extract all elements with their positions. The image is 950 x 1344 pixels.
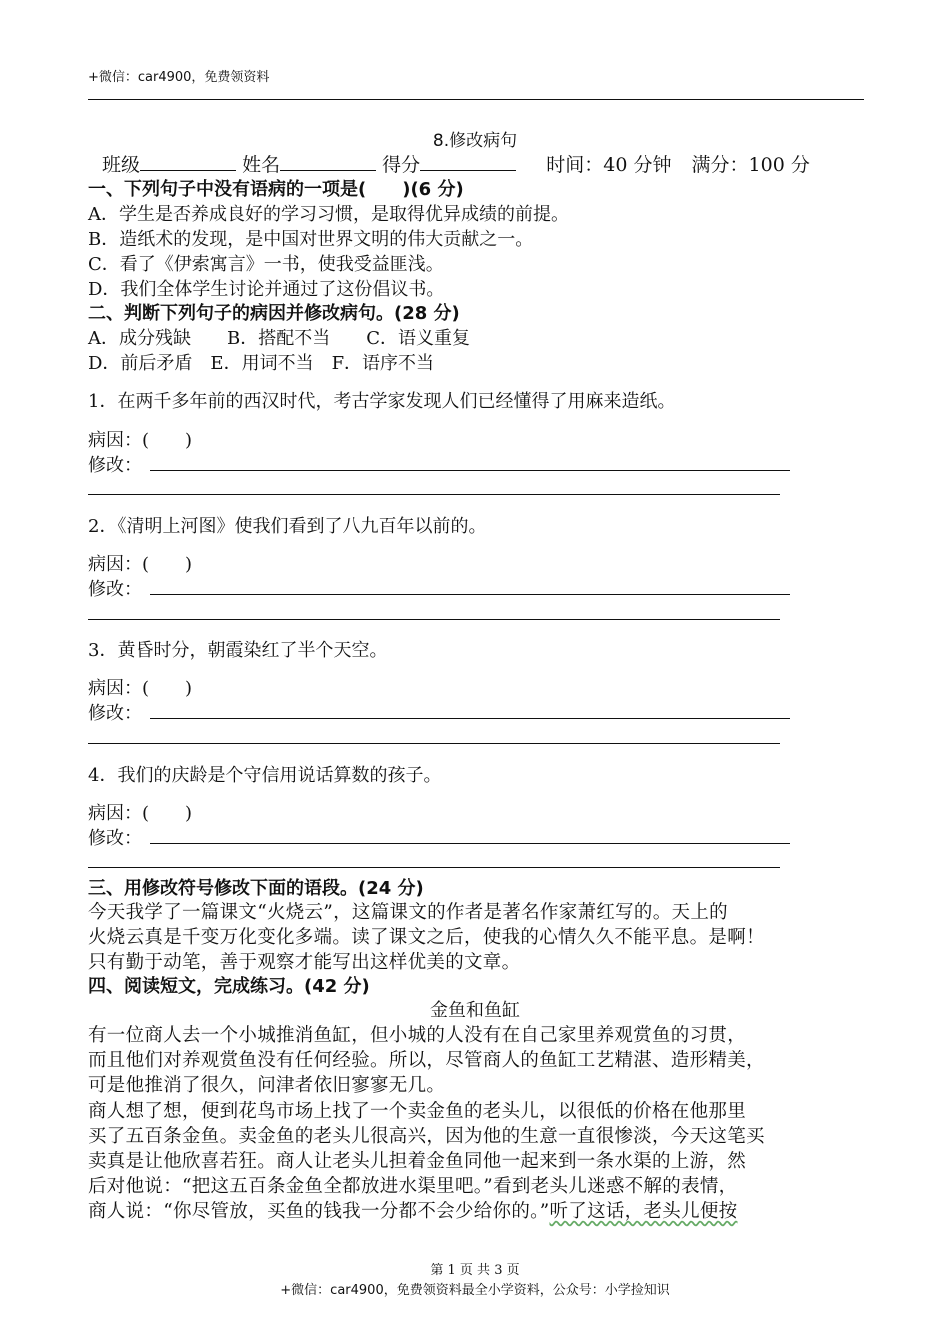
fix-label: 修改： (88, 828, 142, 849)
fix-label: 修改： (88, 703, 142, 724)
full-score: 满分：100 分 (691, 154, 810, 176)
student-info-row (102, 150, 810, 177)
class-label: 班级 (102, 154, 141, 176)
name-blank[interactable] (280, 152, 376, 171)
cause-label: 病因：( ) (88, 430, 193, 451)
cause-label: 病因：( ) (88, 678, 193, 699)
part1-option-d: D．我们全体学生讨论并通过了这份倡议书。 (88, 279, 445, 300)
error-types-row2: D．前后矛盾 E．用词不当 F．语序不当 (88, 353, 435, 374)
part2-heading: 二、判断下列句子的病因并修改病句。(28 分) (88, 303, 460, 324)
score-blank[interactable] (420, 152, 516, 171)
answer-line[interactable] (150, 470, 790, 471)
answer-line[interactable] (150, 594, 790, 595)
story-line-text: 商人说：“你尽管放，买鱼的钱我一分都不会少给你的。” (88, 1201, 550, 1222)
story-line (88, 1197, 737, 1223)
answer-line[interactable] (88, 743, 780, 744)
part1-option-c: C．看了《伊索寓言》一书，使我受益匪浅。 (88, 254, 444, 275)
passage-line: 火烧云真是千变万化变化多端。读了课文之后，使我的心情久久不能平息。是啊！ (88, 927, 765, 948)
story-line: 买了五百条金鱼。卖金鱼的老头儿很高兴，因为他的生意一直很惨淡，今天这笔买 (88, 1126, 765, 1147)
score-label: 得分 (382, 154, 421, 176)
answer-line[interactable] (88, 867, 780, 868)
page-title: 8.修改病句 (432, 131, 518, 151)
story-line: 商人想了想，便到花鸟市场上找了一个卖金鱼的老头儿，以很低的价格在他那里 (88, 1101, 747, 1122)
page-number: 第 1 页 共 3 页 (430, 1263, 520, 1278)
story-line: 卖真是让他欣喜若狂。商人让老头儿担着金鱼同他一起来到一条水渠的上游，然 (88, 1151, 747, 1172)
part4-heading: 四、阅读短文，完成练习。(42 分) (88, 976, 370, 997)
part3-heading: 三、用修改符号修改下面的语段。(24 分) (88, 878, 424, 899)
class-blank[interactable] (140, 152, 236, 171)
story-line: 后对他说：“把这五百条金鱼全都放进水渠里吧。”看到老头儿迷惑不解的表情， (88, 1176, 738, 1197)
part1-option-a: A．学生是否养成良好的学习习惯，是取得优异成绩的前提。 (88, 204, 569, 225)
name-label: 姓名 (242, 154, 281, 176)
answer-line[interactable] (150, 843, 790, 844)
time-limit: 时间：40 分钟 (546, 154, 672, 176)
cause-label: 病因：( ) (88, 554, 193, 575)
part1-heading: 一、下列句子中没有语病的一项是( )(6 分) (88, 179, 464, 200)
story-line: 可是他推消了很久，问津者依旧寥寥无几。 (88, 1075, 446, 1096)
question-2: 2．《清明上河图》使我们看到了八九百年以前的。 (88, 516, 487, 537)
story-line: 而且他们对养观赏鱼没有任何经验。所以，尽管商人的鱼缸工艺精湛、造形精美， (88, 1050, 765, 1071)
story-line-tail: 听了这话，老头儿便按 (549, 1201, 738, 1222)
part1-option-b: B．造纸术的发现，是中国对世界文明的伟大贡献之一。 (88, 229, 534, 250)
answer-line[interactable] (150, 718, 790, 719)
question-3: 3．黄昏时分，朝霞染红了半个天空。 (88, 640, 388, 661)
question-4: 4．我们的庆龄是个守信用说话算数的孩子。 (88, 765, 442, 786)
cause-label: 病因：( ) (88, 803, 193, 824)
fix-label: 修改： (88, 455, 142, 476)
fix-label: 修改： (88, 579, 142, 600)
footer-note: +微信：car4900，免费领资料最全小学资料，公众号：小学捡知识 (280, 1283, 670, 1298)
passage-line: 只有勤于动笔，善于观察才能写出这样优美的文章。 (88, 952, 521, 973)
story-title: 金鱼和鱼缸 (430, 1000, 520, 1021)
header-note: +微信：car4900，免费领资料 (88, 70, 270, 85)
error-types-row1: A．成分残缺 B．搭配不当 C．语义重复 (88, 328, 470, 349)
passage-line: 今天我学了一篇课文“火烧云”，这篇课文的作者是著名作家萧红写的。天上的 (88, 902, 728, 923)
header-divider (88, 99, 864, 100)
question-1: 1．在两千多年前的西汉时代，考古学家发现人们已经懂得了用麻来造纸。 (88, 391, 676, 412)
answer-line[interactable] (88, 494, 780, 495)
answer-line[interactable] (88, 619, 780, 620)
story-line: 有一位商人去一个小城推消鱼缸，但小城的人没有在自己家里养观赏鱼的习贯， (88, 1025, 747, 1046)
